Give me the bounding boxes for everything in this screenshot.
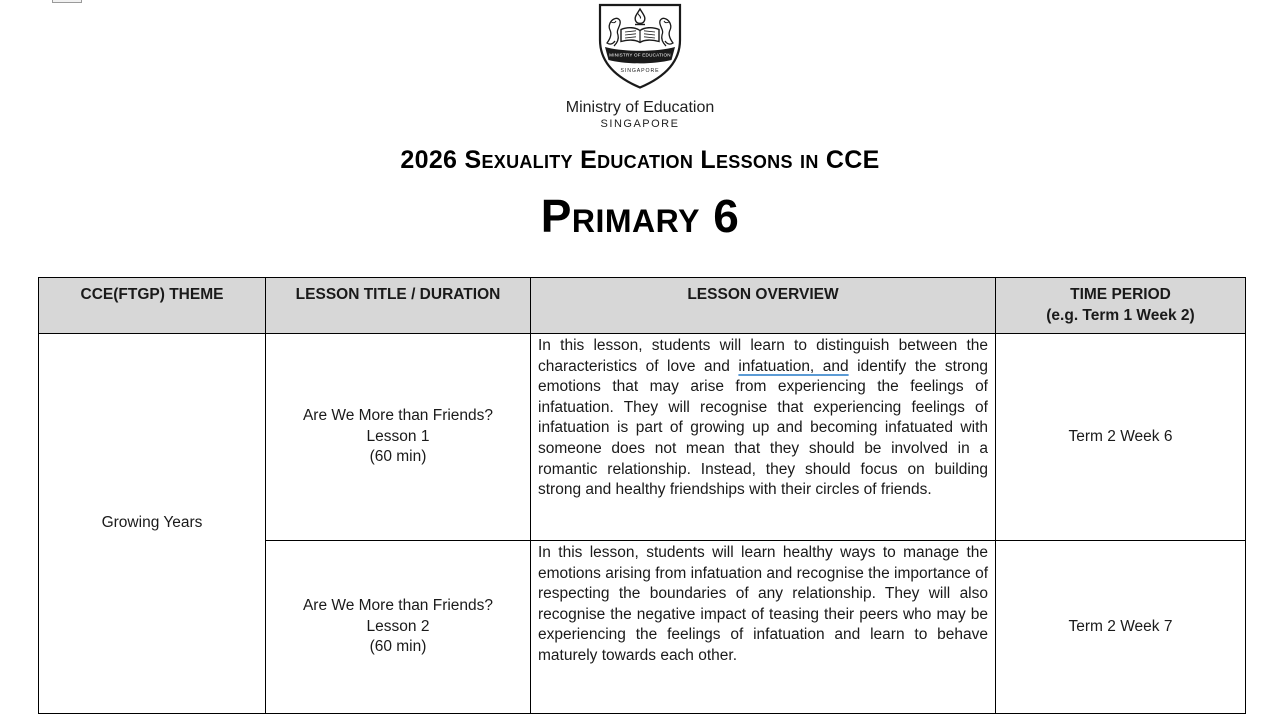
level-title: Primary 6 <box>540 189 740 242</box>
lesson-number: Lesson 2 <box>366 617 430 635</box>
table-header-row <box>39 278 1246 334</box>
lesson-number: Lesson 1 <box>366 427 430 445</box>
table-row <box>39 334 1246 541</box>
time-period-label: TIME PERIOD <box>1070 286 1171 303</box>
time-period-example: (e.g. Term 1 Week 2) <box>1046 307 1195 324</box>
header-cell-title-duration: LESSON TITLE / DURATION <box>266 278 531 334</box>
lesson-1-title-cell <box>266 334 531 541</box>
org-country: SINGAPORE <box>600 117 680 130</box>
crest-banner-text: MINISTRY OF EDUCATION <box>609 52 671 58</box>
header-cell-overview: LESSON OVERVIEW <box>531 278 996 334</box>
cropped-ui-artifact <box>52 0 82 3</box>
lesson-1-overview-cell <box>531 334 996 541</box>
lesson-2-time-cell: Term 2 Week 7 <box>996 541 1246 714</box>
crest-scroll-text: SINGAPORE <box>620 68 660 74</box>
header-cell-theme: CCE(FTGP) THEME <box>39 278 266 334</box>
document-header <box>0 0 1280 243</box>
lesson-2-overview-cell <box>531 541 996 714</box>
lesson-title: Are We More than Friends? <box>302 597 494 615</box>
header-cell-time-period <box>996 278 1246 334</box>
overview-text: In this lesson, students will learn healthy ways to manage the emotions arising from infatuation and recognise the importance of respecting the boundaries of any relationship. They will also recognise the negative impact of teasing their peers who may be experiencing the feelings of infatuation and learn to behave maturely towards each other. <box>538 544 988 664</box>
org-name: Ministry of Education <box>565 99 715 116</box>
moe-crest-icon <box>597 2 683 90</box>
grammar-flagged-text: infatuation, and <box>738 357 849 375</box>
lesson-1-time-cell: Term 2 Week 6 <box>996 334 1246 541</box>
lessons-table <box>38 277 1246 714</box>
document-title: 2026 Sexuality Education Lessons in CCE <box>400 145 880 174</box>
lesson-duration: (60 min) <box>369 638 427 656</box>
lesson-title: Are We More than Friends? <box>302 407 494 425</box>
theme-cell: Growing Years <box>39 334 266 714</box>
overview-text: identify the strong emotions that may arise from experiencing the feelings of infatuation. They will recognise that experiencing feelings of infatuation is part of growing up and becoming infatuated with someone does not mean that they should be involved in a romantic relationship. Instead, they should focus on building strong and healthy friendships with their circles of friends. <box>538 357 988 499</box>
lesson-duration: (60 min) <box>369 448 427 466</box>
overview-text: In this lesson, students will learn to distinguish between the characteristics of love and <box>538 337 988 375</box>
lesson-2-title-cell <box>266 541 531 714</box>
